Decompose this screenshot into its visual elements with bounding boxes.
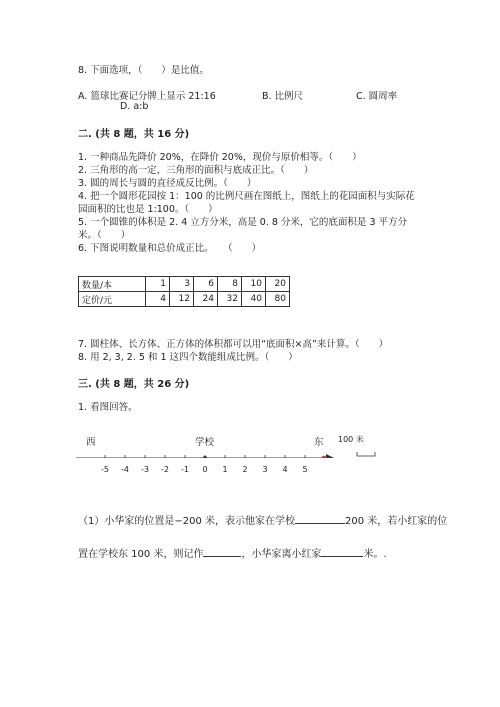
table-cell: 10 — [242, 277, 266, 292]
s2-item-6: 6. 下图说明数量和总价成正比。 （ ） — [78, 243, 262, 254]
arrow-right-icon — [326, 454, 334, 458]
s2-item-7: 7. 圆柱体、长方体、正方体的体积都可以用“底面积×高”来计算。（ ） — [78, 339, 389, 350]
s2-item-1: 1. 一种商品先降价 20%，在降价 20%，现价与原价相等。（ ） — [78, 152, 362, 163]
s3-sub1-text-e: 米。. — [363, 549, 387, 560]
section2-title: 二. (共 8 题，共 16 分) — [78, 129, 190, 140]
origin-dot — [203, 456, 207, 458]
east-dot — [322, 456, 327, 458]
scale-bracket — [357, 452, 375, 456]
table-cell: 24 — [194, 292, 218, 307]
q8-option-d: D. a:b — [120, 101, 149, 112]
s3-sub1-line2 — [78, 545, 387, 560]
s3-sub1-text-d: ，小华家离小红家 — [241, 549, 322, 560]
s2-item-3: 3. 圆的周长与圆的直径成反比例。（ ） — [78, 178, 257, 189]
table-cell: 6 — [194, 277, 218, 292]
tick-label: -5 — [101, 465, 109, 474]
s2-item-4b: 园面积的比也是 1:100。（ ） — [78, 204, 218, 215]
table-cell: 32 — [218, 292, 242, 307]
table-cell: 4 — [146, 292, 170, 307]
tick-label: 3 — [262, 465, 268, 474]
table-cell: 40 — [242, 292, 266, 307]
q8-option-a: A. 篮球比赛记分牌上显示 21:16 — [78, 91, 216, 102]
tick-label: -3 — [141, 465, 149, 474]
q8-stem: 8. 下面选项，（ ）是比值。 — [78, 65, 209, 76]
answer-blank-1[interactable] — [295, 523, 345, 524]
answer-blank-3[interactable] — [321, 556, 363, 557]
tick-label: -4 — [121, 465, 129, 474]
s2-item-2: 2. 三角形的高一定，三角形的面积与底成正比。（ ） — [78, 165, 314, 176]
section3-title: 三. (共 8 题，共 26 分) — [78, 379, 190, 390]
tick-label: 2 — [242, 465, 248, 474]
s3-sub1-line1 — [78, 512, 447, 527]
q8-option-b: B. 比例尺 — [262, 91, 304, 102]
s3-sub1-text-a: （1）小华家的位置是−200 米，表示他家在学校 — [78, 516, 296, 527]
table-cell: 数量/本 — [79, 277, 146, 292]
table-cell: 1 — [146, 277, 170, 292]
tick-label: 5 — [302, 465, 308, 474]
q8-option-c: C. 圆周率 — [356, 91, 398, 102]
s3-sub1-text-c: 置在学校东 100 米，则记作 — [78, 549, 204, 560]
table-cell: 20 — [266, 277, 290, 292]
table-cell: 8 — [218, 277, 242, 292]
s2-item-8: 8. 用 2, 3, 2. 5 和 1 这四个数能组成比例。（ ） — [78, 352, 298, 363]
number-line — [70, 428, 390, 458]
school-label: 学校 — [195, 437, 215, 448]
tick-label: 4 — [282, 465, 288, 474]
tick-label: 0 — [202, 465, 208, 474]
table-row — [79, 292, 290, 307]
s3-q1: 1. 看图回答。 — [78, 402, 138, 413]
table-cell: 定价/元 — [79, 292, 146, 307]
tick-label: -2 — [161, 465, 169, 474]
price-table — [78, 276, 290, 307]
s2-item-4a: 4. 把一个圆形花园按 1：100 的比例尺画在图纸上，图纸上的花园面积与实际花 — [78, 191, 415, 202]
s2-item-5b: 米。（ ） — [78, 230, 131, 241]
s2-item-5a: 5. 一个圆锥的体积是 2. 4 立方分米，高是 0. 8 分米，它的底面积是 3 平方分 — [78, 217, 408, 228]
table-cell: 80 — [266, 292, 290, 307]
answer-blank-2[interactable] — [203, 556, 241, 557]
tick-label: -1 — [181, 465, 189, 474]
scale-label: 100 米 — [338, 435, 364, 444]
s3-sub1-text-b: 200 米，若小红家的位 — [345, 516, 448, 527]
east-label: 东 — [314, 437, 324, 448]
west-label: 西 — [86, 437, 96, 448]
tick-label: 1 — [222, 465, 228, 474]
table-cell: 3 — [170, 277, 194, 292]
table-row — [79, 277, 290, 292]
table-cell: 12 — [170, 292, 194, 307]
